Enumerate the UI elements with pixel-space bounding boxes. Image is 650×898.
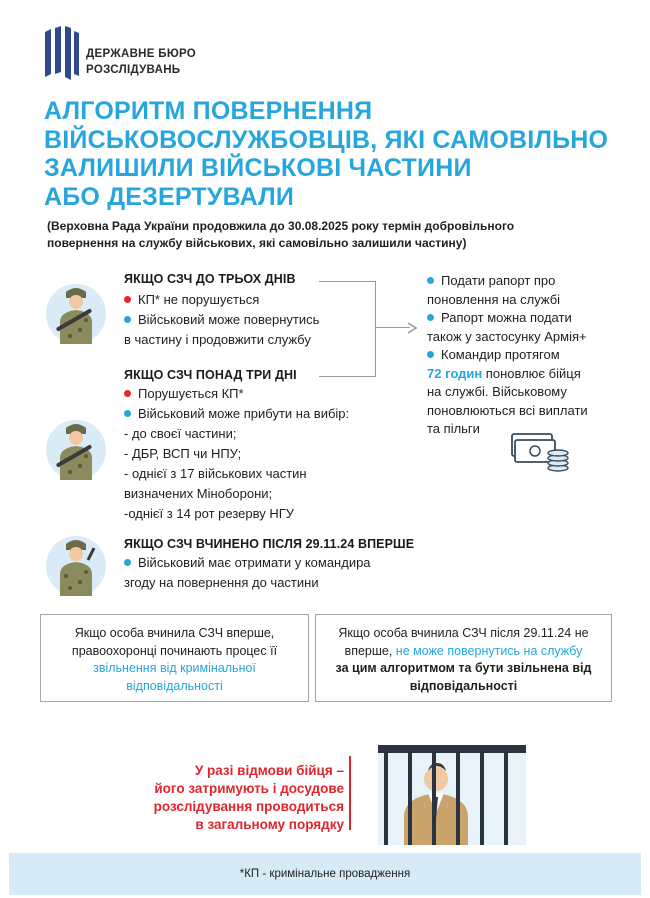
jailed-person-illustration (378, 745, 526, 845)
refusal-line: У разі відмови бійця – (194, 763, 344, 778)
blue-bullet-icon (124, 559, 131, 566)
page-title (44, 97, 609, 211)
refusal-line: в загальному порядку (195, 817, 344, 832)
list-item-continuation: та пільги (427, 421, 480, 436)
red-bullet-icon (124, 390, 131, 397)
option-line: визначених Міноборони; (124, 486, 273, 501)
footnote-bar (9, 853, 641, 895)
blue-bullet-icon (124, 316, 131, 323)
option-line: -однієї з 14 рот резерву НГУ (124, 506, 295, 521)
case3-list (124, 553, 371, 593)
list-item-continuation: поновлюються всі виплати (427, 402, 588, 418)
box-highlight: не може повернутись на службу (395, 643, 583, 658)
list-item-continuation: згоду на повернення до частини (124, 575, 319, 590)
subtitle (47, 218, 607, 252)
connector-line (376, 327, 410, 328)
list-item: Військовий може прибути на вибір: (124, 404, 349, 424)
soldier-icon (44, 278, 108, 348)
connector-line (319, 281, 376, 377)
list-item: Подати рапорт про (427, 272, 627, 291)
first-offense-box (40, 614, 309, 702)
box-line: за цим алгоритмом та бути звільнена від (335, 661, 592, 675)
box-line: вперше, не може повернутись на службу (344, 643, 583, 658)
org-name (86, 46, 196, 78)
red-bullet-icon (124, 296, 131, 303)
option-line: - до своєї частини; (124, 426, 237, 441)
title-line: ВІЙСЬКОВОСЛУЖБОВЦІВ, ЯКІ САМОВІЛЬНО (44, 125, 609, 154)
box-line: відповідальності (409, 678, 518, 693)
box-highlight: звільнення від кримінальної (93, 661, 256, 675)
list-item-continuation: на службі. Військовому (427, 384, 567, 399)
list-item: Командир протягом (427, 346, 627, 365)
hours-highlight: 72 годин (427, 365, 483, 381)
repeat-offense-box (315, 614, 612, 702)
case1-list (124, 290, 319, 350)
refusal-line: його затримують і досудове (154, 781, 344, 796)
case2-list (124, 384, 349, 524)
list-item-continuation: в частину і продовжити службу (124, 332, 311, 347)
title-line: ЗАЛИШИЛИ ВІЙСЬКОВІ ЧАСТИНИ (44, 154, 472, 182)
list-item: Рапорт можна подати (427, 309, 627, 328)
refusal-line: розслідування проводиться (153, 799, 344, 814)
soldier-icon (44, 414, 108, 484)
arrow-icon (406, 322, 418, 334)
list-item-continuation: також у застосунку Армія+ (427, 328, 587, 344)
title-line: АЛГОРИТМ ПОВЕРНЕННЯ (44, 97, 373, 125)
option-line: - ДБР, ВСП чи НПУ; (124, 446, 242, 461)
box-line: правоохоронці починають процес її (71, 643, 278, 658)
title-line: АБО ДЕЗЕРТУВАЛИ (44, 182, 295, 211)
list-item: Військовий може повернутись (124, 310, 319, 330)
blue-bullet-icon (427, 314, 434, 321)
box-line: Якщо особа вчинила СЗЧ вперше, (74, 626, 275, 640)
org-name-line1: ДЕРЖАВНЕ БЮРО (86, 48, 197, 60)
box-line: Якщо особа вчинила СЗЧ після 29.11.24 не (338, 626, 589, 640)
option-line: - однієї з 17 військових частин (124, 466, 307, 481)
list-item: Військовий має отримати у командира (124, 553, 371, 573)
org-name-line2: РОЗСЛІДУВАНЬ (86, 64, 181, 76)
subtitle-line: повернення на службу військових, які самовільно залишили частину) (47, 236, 467, 250)
refusal-accent-bar (349, 756, 351, 830)
subtitle-line: (Верховна Рада України продовжила до 30.08.2025 року термін добровільного (47, 219, 515, 233)
list-item: Порушується КП* (124, 384, 349, 404)
footnote: *КП - кримінальне провадження (239, 868, 411, 880)
blue-bullet-icon (124, 410, 131, 417)
blue-bullet-icon (427, 351, 434, 358)
box-highlight: відповідальності (126, 678, 223, 693)
case3-heading: ЯКЩО СЗЧ ВЧИНЕНО ПІСЛЯ 29.11.24 ВПЕРШЕ (124, 537, 415, 551)
list-item-continuation: поновлення на службі (427, 291, 561, 307)
list-item: КП* не порушується (124, 290, 319, 310)
list-item-continuation: 72 годин поновлює бійця (427, 365, 581, 381)
case2-heading: ЯКЩО СЗЧ ПОНАД ТРИ ДНІ (124, 368, 297, 382)
blue-bullet-icon (427, 277, 434, 284)
dbr-logo (45, 26, 79, 80)
money-icon (510, 430, 570, 472)
steps-list (427, 272, 627, 439)
case1-heading: ЯКЩО СЗЧ ДО ТРЬОХ ДНІВ (124, 272, 296, 286)
soldier-icon (44, 530, 108, 600)
refusal-note (154, 762, 344, 834)
